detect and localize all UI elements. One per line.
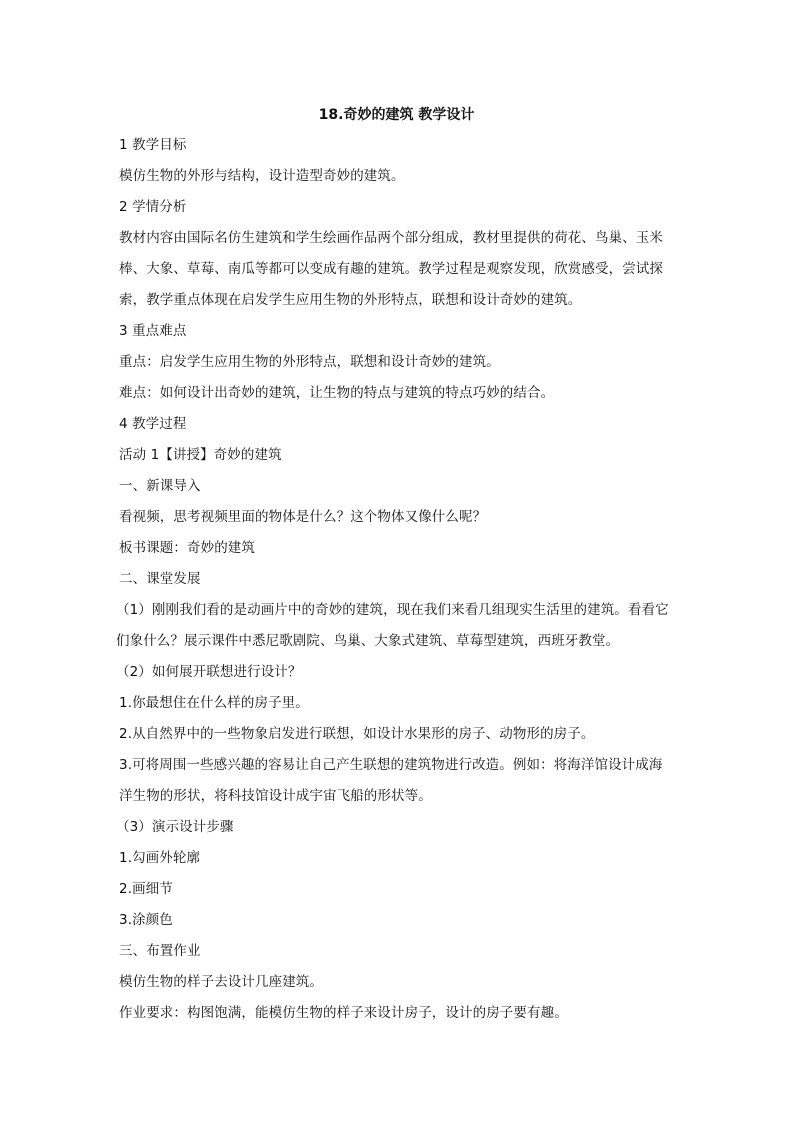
key-point-text: 重点：启发学生应用生物的外形特点，联想和设计奇妙的建筑。 <box>119 354 500 370</box>
section-heading-process: 4 教学过程 <box>119 416 187 432</box>
development-step-2-item-2: 2.从自然界中的一些物象启发进行联想，如设计水果形的房子、动物形的房子。 <box>119 726 595 742</box>
subsection-intro-heading: 一、新课导入 <box>119 478 201 494</box>
section-heading-analysis: 2 学情分析 <box>119 199 187 215</box>
activity-heading: 活动 1【讲授】奇妙的建筑 <box>119 447 282 463</box>
document-title: 18.奇妙的建筑 教学设计 <box>318 107 475 123</box>
homework-text: 模仿生物的样子去设计几座建筑。 <box>119 974 323 990</box>
development-step-3-heading: （3）演示设计步骤 <box>116 819 234 835</box>
objectives-text: 模仿生物的外形与结构，设计造型奇妙的建筑。 <box>119 168 405 184</box>
document-body <box>116 100 674 1029</box>
design-step-details: 2.画细节 <box>119 881 173 897</box>
design-step-color: 3.涂颜色 <box>119 912 173 928</box>
design-step-outline: 1.勾画外轮廓 <box>119 850 201 866</box>
development-step-2-heading: （2）如何展开联想进行设计？ <box>116 664 302 680</box>
homework-requirements: 作业要求：构图饱满，能模仿生物的样子来设计房子，设计的房子要有趣。 <box>119 1005 568 1021</box>
development-step-1: （1）刚刚我们看的是动画片中的奇妙的建筑，现在我们来看几组现实生活里的建筑。看看它们象什么？展示课件中悉尼歌剧院、鸟巢、大象式建筑、草莓型建筑，西班牙教堂。 <box>116 602 669 649</box>
subsection-development-heading: 二、课堂发展 <box>119 571 201 587</box>
board-title-text: 板书课题：奇妙的建筑 <box>119 540 255 556</box>
section-heading-objectives: 1 教学目标 <box>119 137 187 153</box>
analysis-paragraph: 教材内容由国际名仿生建筑和学生绘画作品两个部分组成，教材里提供的荷花、鸟巢、玉米棒、大象、草莓、南瓜等都可以变成有趣的建筑。教学过程是观察发现，欣赏感受，尝试探索，教学重点体现在启发学生应用生物的外形特点，联想和设计奇妙的建筑。 <box>119 230 663 308</box>
development-step-2-item-1: 1.你最想住在什么样的房子里。 <box>119 695 309 711</box>
intro-text: 看视频，思考视频里面的物体是什么？这个物体又像什么呢？ <box>119 509 487 525</box>
subsection-homework-heading: 三、布置作业 <box>119 943 201 959</box>
development-step-2-item-3: 3.可将周围一些感兴趣的容易让自己产生联想的建筑物进行改造。例如：将海洋馆设计成海洋生物的形状，将科技馆设计成宇宙飞船的形状等。 <box>119 757 663 804</box>
difficulty-text: 难点：如何设计出奇妙的建筑，让生物的特点与建筑的特点巧妙的结合。 <box>119 385 555 401</box>
section-heading-key-points: 3 重点难点 <box>119 323 187 339</box>
